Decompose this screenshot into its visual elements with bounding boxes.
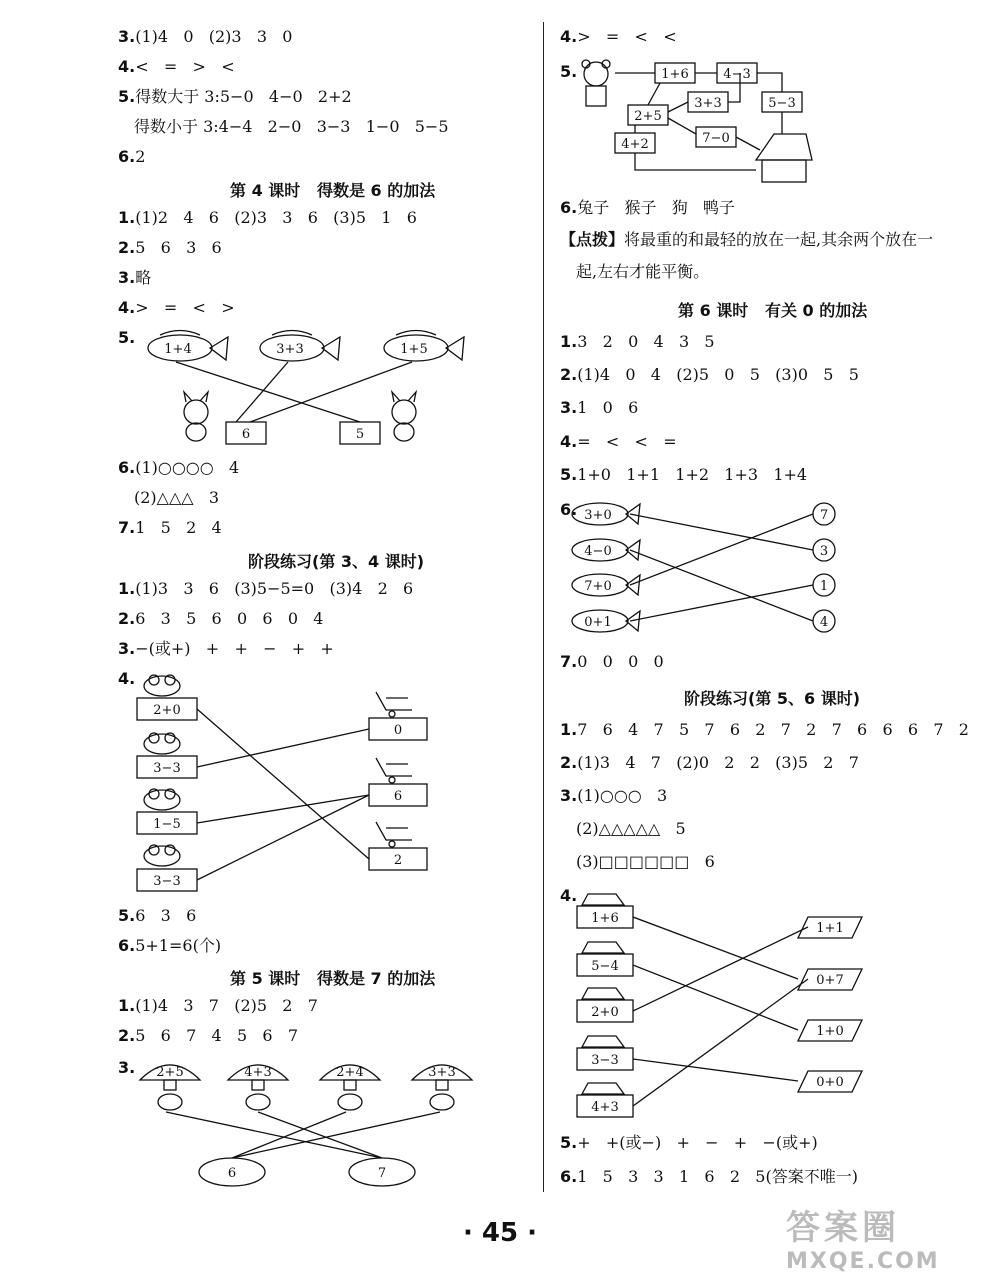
car-icon (582, 1083, 624, 1094)
l6-answer-7: 7.0 0 0 0 (560, 652, 664, 671)
car-label: 4+3 (591, 1100, 619, 1115)
stage-practice-56-heading: 阶段练习(第 5、6 课时) (684, 689, 861, 708)
s56-answer-1: 1.7 6 4 7 5 7 6 2 7 2 7 6 6 6 7 2 (560, 720, 969, 739)
frog-icon (144, 789, 180, 810)
match-line (197, 729, 369, 767)
r-answer-4: 4.> = < < (560, 27, 677, 46)
flow-box-label: 1+6 (661, 67, 689, 82)
watermark-en: MXQE.COM (786, 1249, 940, 1274)
s56-answer-4: 4. (560, 886, 578, 905)
l4-answer-6b: (2)△△△ 3 (134, 488, 220, 507)
l6-answer-1: 1.3 2 0 4 3 5 (560, 332, 715, 351)
answer-5-line-b: 得数小于 3:4−4 2−0 3−3 1−0 5−5 (134, 117, 449, 136)
car-icon (582, 1036, 624, 1047)
frog-icon (144, 845, 180, 866)
flow-box-label: 4+2 (621, 137, 649, 152)
cart-label: 0 (393, 723, 403, 738)
lesson-5-heading: 第 5 课时 得数是 7 的加法 (230, 969, 436, 988)
cart-label: 2 (393, 853, 403, 868)
l5-answer-2: 2.5 6 7 4 5 6 7 (118, 1026, 299, 1045)
s34-answer-4: 4. (118, 669, 136, 688)
box-label: 5 (355, 427, 365, 442)
s56-answer-5: 5.+ +(或−) + − + −(或+) (560, 1133, 818, 1152)
s56-answer-2: 2.(1)3 4 7 (2)0 2 2 (3)5 2 7 (560, 753, 859, 772)
match-line (630, 585, 813, 621)
match-line (633, 917, 798, 979)
match-line (197, 709, 369, 859)
match-line (630, 514, 813, 585)
match-line (633, 1059, 798, 1081)
frog-label: 2+0 (153, 703, 181, 718)
match-line (197, 795, 369, 823)
circle-label: 1 (819, 579, 829, 594)
circle-label: 4 (819, 615, 829, 630)
car-icon (582, 942, 624, 953)
match-line (232, 1112, 440, 1158)
flow-box-label: 7−0 (702, 131, 730, 146)
fish-label: 1+5 (400, 342, 428, 357)
l4-answer-4: 4.> = < > (118, 298, 235, 317)
l6-answer-6: 6. (560, 500, 578, 519)
l4-answer-1: 1.(1)2 4 6 (2)3 3 6 (3)5 1 6 (118, 208, 417, 227)
lesson-6-heading: 第 6 课时 有关 0 的加法 (678, 301, 868, 320)
l5-answer-1: 1.(1)4 3 7 (2)5 2 7 (118, 996, 318, 1015)
match-line (630, 550, 813, 621)
box-label: 6 (241, 427, 251, 442)
fish-label: 1+4 (164, 342, 192, 357)
flow-box-label: 4−3 (723, 67, 751, 82)
l6-answer-4: 4.= < < = (560, 432, 677, 451)
mushroom-label: 2+4 (336, 1065, 364, 1080)
l4-answer-2: 2.5 6 3 6 (118, 238, 222, 257)
lesson-4-heading: 第 4 课时 得数是 6 的加法 (230, 181, 436, 200)
cart-icon (376, 692, 412, 717)
oval-label: 7 (377, 1166, 387, 1181)
s56-answer-6: 6.1 5 3 3 1 6 2 5(答案不唯一) (560, 1167, 858, 1186)
match-line (166, 1112, 382, 1158)
match-line (630, 514, 813, 550)
l6-answer-5: 5.1+0 1+1 1+2 1+3 1+4 (560, 465, 808, 484)
parallelogram-label: 1+0 (816, 1024, 844, 1039)
r-answer-5: 5. (560, 62, 578, 81)
cart-icon (376, 758, 412, 783)
flow-box-label: 2+5 (634, 109, 662, 124)
mushroom-label: 4+3 (244, 1065, 272, 1080)
s34-answer-6: 6.5+1=6(个) (118, 936, 222, 955)
cart-label: 6 (393, 789, 403, 804)
frog-icon (144, 733, 180, 754)
l6-answer-2: 2.(1)4 0 4 (2)5 0 5 (3)0 5 5 (560, 365, 859, 384)
l4-answer-6a: 6.(1)○○○○ 4 (118, 458, 240, 477)
s34-answer-5: 5.6 3 6 (118, 906, 197, 925)
match-line (236, 362, 288, 422)
parallelogram-label: 0+7 (816, 973, 844, 988)
car-label: 3−3 (591, 1053, 619, 1068)
tip-line-a: 【点拨】将最重的和最轻的放在一起,其余两个放在一 (560, 230, 934, 249)
s56-answer-3c: (3)□□□□□□ 6 (576, 852, 715, 871)
bear-icon (582, 60, 610, 106)
answer-6-line: 6.2 (118, 147, 146, 166)
parallelogram-label: 0+0 (816, 1075, 844, 1090)
match-line (197, 795, 369, 880)
cat-icon (184, 392, 208, 441)
cat-icon (392, 392, 416, 441)
answer-5-line: 5.得数大于 3:5−0 4−0 2+2 (118, 87, 352, 106)
house-icon (756, 134, 812, 182)
stage-practice-34-heading: 阶段练习(第 3、4 课时) (248, 552, 425, 571)
watermark-cn: 答案圈 (786, 1208, 900, 1248)
frog-label: 3−3 (153, 874, 181, 889)
car-icon (582, 988, 624, 999)
fish-label: 4−0 (584, 544, 612, 559)
match-line (633, 965, 798, 1030)
oval-label: 6 (227, 1166, 237, 1181)
fish-label: 3+0 (584, 508, 612, 523)
fish-label: 0+1 (584, 615, 612, 630)
s56-answer-3b: (2)△△△△△ 5 (576, 819, 686, 838)
page-number: · 45 · (462, 1218, 538, 1248)
match-line (232, 1112, 346, 1158)
flow-box-label: 3+3 (694, 96, 722, 111)
cart-icon (376, 822, 412, 847)
watermark (786, 1200, 976, 1275)
l6-answer-3: 3.1 0 6 (560, 398, 639, 417)
circle-label: 7 (819, 508, 829, 523)
answer-3-line: 3.(1)4 0 (2)3 3 0 (118, 27, 293, 46)
circle-label: 3 (819, 544, 829, 559)
s56-answer-3a: 3.(1)○○○ 3 (560, 786, 668, 805)
s34-answer-3: 3.−(或+) + + − + + (118, 639, 334, 658)
l5-answer-3: 3. (118, 1058, 136, 1077)
car-label: 2+0 (591, 1005, 619, 1020)
s34-answer-2: 2.6 3 5 6 0 6 0 4 (118, 609, 324, 628)
answer-4-line: 4.< = > < (118, 57, 235, 76)
mushroom-label: 3+3 (428, 1065, 456, 1080)
car-icon (582, 894, 624, 905)
tip-line-b: 起,左右才能平衡。 (576, 262, 710, 281)
frog-icon (144, 675, 180, 696)
car-label: 1+6 (591, 911, 619, 926)
fish-label: 3+3 (276, 342, 304, 357)
l4-answer-5: 5. (118, 328, 136, 347)
mushroom-label: 2+5 (156, 1065, 184, 1080)
r-answer-6: 6.兔子 猴子 狗 鸭子 (560, 198, 735, 217)
s34-answer-1: 1.(1)3 3 6 (3)5−5=0 (3)4 2 6 (118, 579, 414, 598)
flow-box-label: 5−3 (768, 96, 796, 111)
frog-label: 3−3 (153, 761, 181, 776)
frog-label: 1−5 (153, 817, 181, 832)
l4-answer-3: 3.略 (118, 268, 152, 287)
l4-answer-7: 7.1 5 2 4 (118, 518, 222, 537)
parallelogram-label: 1+1 (816, 921, 844, 936)
car-label: 5−4 (591, 959, 619, 974)
fish-label: 7+0 (584, 579, 612, 594)
